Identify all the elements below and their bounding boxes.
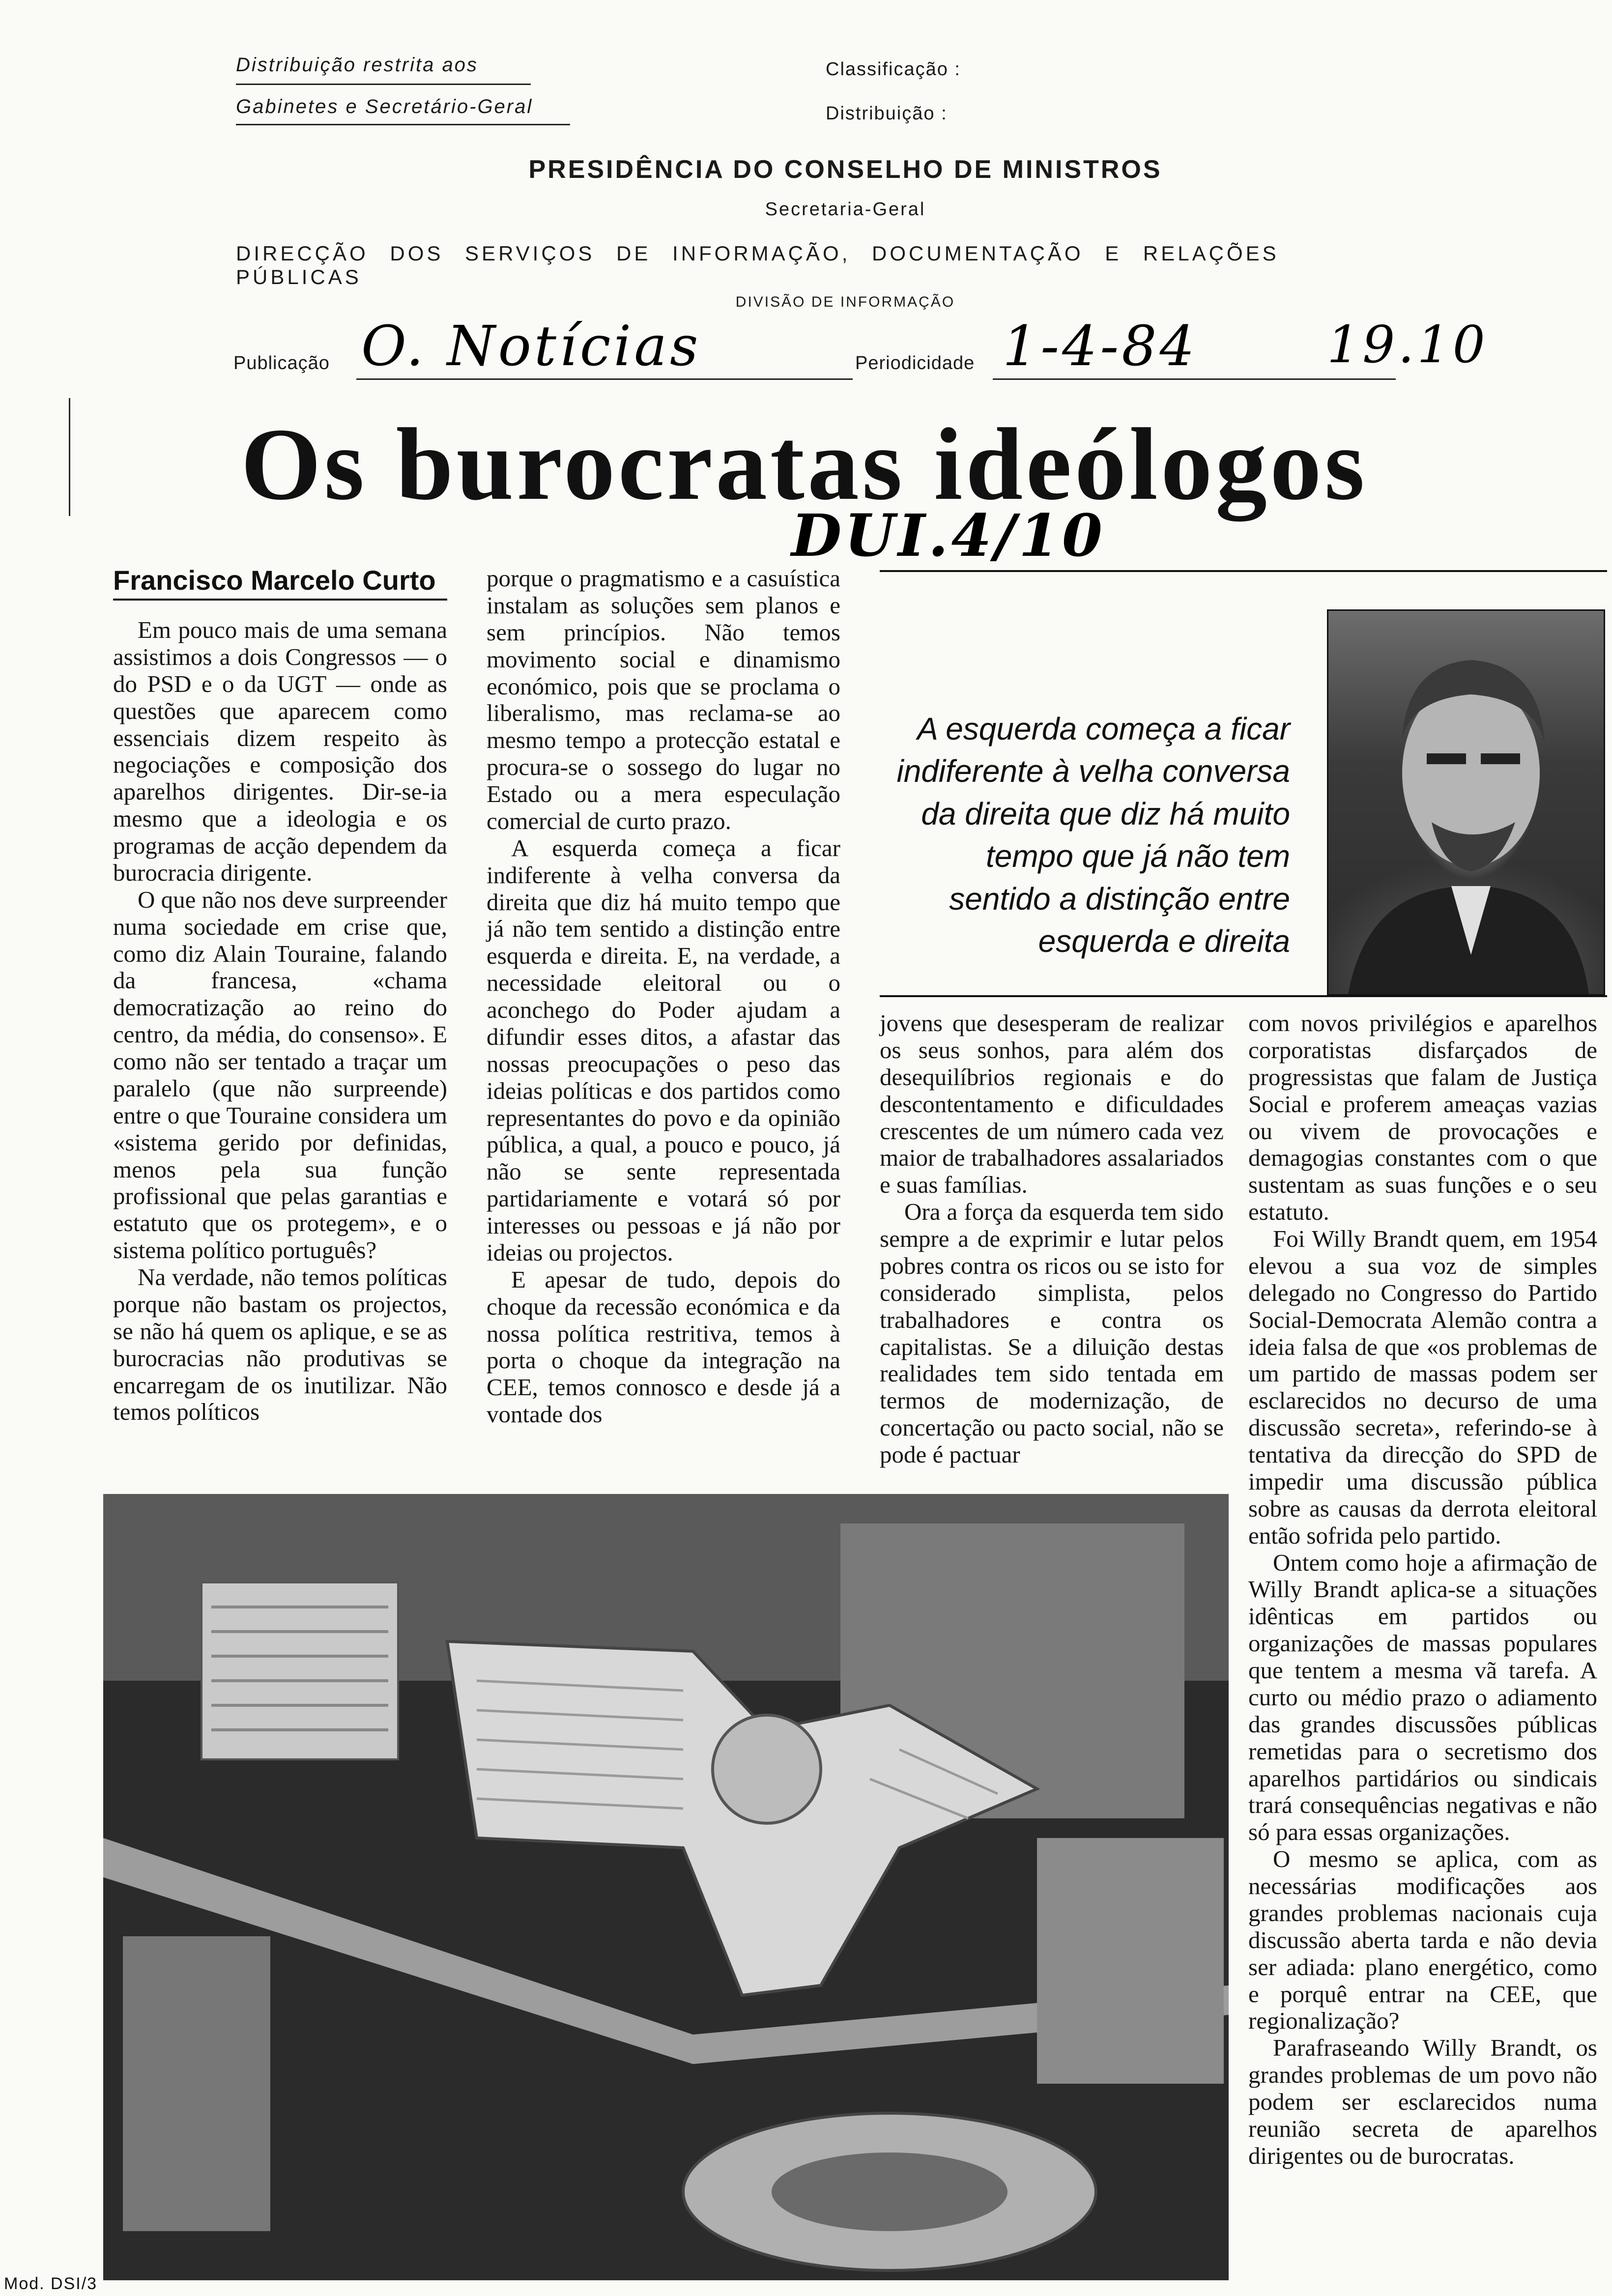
- quote-rule: [880, 995, 1607, 997]
- classification-label: Classificação :: [826, 59, 961, 80]
- portrait-illustration: [1328, 611, 1604, 994]
- aerial-photo-illustration: [103, 1494, 1229, 2280]
- article-column-4: [1248, 1010, 1597, 2170]
- aerial-building-photo: [103, 1494, 1229, 2280]
- archive-stamp-handwritten: DUI.4/10: [791, 501, 1105, 570]
- date-handwritten: 1-4-84: [1003, 315, 1198, 378]
- paragraph: Ora a força da esquerda tem sido sempre a de exprimir e lutar pelos pobres contra os ricos ou se isto for considerado simplista, pelos trabalhadores e contra os capitalistas. Se a diluição destas realidades tem sido tentada em termos de modernização, de concertação ou pacto social, não se pode é pactuar: [880, 1198, 1224, 1468]
- headline-rule: [880, 570, 1607, 572]
- form-code: Mod. DSI/3: [4, 2274, 98, 2293]
- publication-underline: [356, 378, 853, 380]
- paragraph: jovens que desesperam de realizar os seus sonhos, para além dos desequilíbrios regionais e do descontentamento e dificuldades crescentes de um número cada vez maior de trabalhadores assalariados e suas famílias.: [880, 1009, 1224, 1199]
- pull-quote-line: indiferente à velha conversa: [896, 753, 1290, 789]
- pull-quote-line: tempo que já não tem: [985, 838, 1290, 874]
- publication-label: Publicação: [233, 353, 330, 373]
- byline-rule: [113, 599, 447, 601]
- author-portrait-photo: [1327, 609, 1605, 996]
- divider: [236, 84, 531, 85]
- distribution-label: Distribuição :: [826, 103, 948, 124]
- divider: [236, 124, 570, 125]
- paragraph: O mesmo se aplica, com as necessárias modificações aos grandes problemas nacionais cuja discussão aberta tarda e não devia ser adiada: plano energético, como e porquê entrar na CEE, que regionalização?: [1248, 1845, 1597, 2035]
- author-byline: Francisco Marcelo Curto: [113, 565, 436, 596]
- division-title: DIVISÃO DE INFORMAÇÃO: [735, 294, 955, 310]
- page-handwritten: 19.10: [1327, 315, 1488, 374]
- pull-quote-line: sentido a distinção entre: [949, 881, 1290, 917]
- pull-quote-line: A esquerda começa a ficar: [917, 711, 1290, 746]
- paragraph: porque o pragmatismo e a casuística instalam as soluções sem planos e sem princípios. Não temos movimento social e dinamismo económico, pois que se proclama o liberalismo, mas reclama-se ao mesmo tempo a protecção estatal e procura-se o sossego do lugar no Estado ou a mera especulação comercial de curto prazo.: [487, 565, 840, 834]
- secretariat-title: Secretaria-Geral: [765, 199, 926, 220]
- article-column-3: [880, 1010, 1224, 1468]
- direction-title: DIRECÇÃO DOS SERVIÇOS DE INFORMAÇÃO, DOCUMENTAÇÃO E RELAÇÕES PÚBLICAS: [236, 242, 1279, 288]
- paragraph: Na verdade, não temos políticas porque não bastam os projectos, se não há quem os aplique, e se as burocracias não produtivas se encarregam de os inutilizar. Não temos políticos: [113, 1263, 447, 1426]
- paragraph: A esquerda começa a ficar indiferente à velha conversa da direita que diz há muito tempo que já não tem sentido a distinção entre esquerda e direita. E, na verdade, a necessidade eleitoral ou o aconchego do Poder ajudam a difundir esses ditos, a afastar das nossas preocupações o peso das ideias políticas e dos partidos como representantes do povo e da opinião pública, a qual, a pouco e pouco, já não se sente representada partidariamente e votará só por interesses ou pessoas e já não por ideias ou projectos.: [487, 834, 840, 1266]
- distribution-restriction-line1: Distribuição restrita aos: [236, 54, 478, 76]
- paragraph: com novos privilégios e aparelhos corporatistas disfarçados de progressistas que falam de Justiça Social e proferem ameaças vazias ou vivem de provocações e demagogias constantes com o que sustentam as suas funções e o seu estatuto.: [1248, 1009, 1597, 1226]
- distribution-restriction-line2: Gabinetes e Secretário-Geral: [236, 96, 533, 117]
- presidency-title: PRESIDÊNCIA DO CONSELHO DE MINISTROS: [528, 155, 1162, 184]
- paragraph: Em pouco mais de uma semana assistimos a dois Congressos — o do PSD e o da UGT — onde as questões que aparecem como essenciais dizem respeito às negociações e composição dos aparelhos dirigentes. Dir-se-ia mesmo que a ideologia e os programas de acção dependem da burocracia dirigente.: [113, 616, 447, 886]
- periodicity-label: Periodicidade: [855, 353, 975, 373]
- paragraph: Foi Willy Brandt quem, em 1954 elevou a sua voz de simples delegado no Congresso do Partido Social-Democrata Alemão contra a ideia falsa de que «os problemas de um partido de massas podem ser esclarecidos no decurso de uma discussão secreta», referindo-se à tentativa da direcção do SPD de impedir uma discussão pública sobre as causas da derrota eleitoral então sofrida pelo partido.: [1248, 1225, 1597, 1549]
- paragraph: O que não nos deve surpreender numa sociedade em crise que, como diz Alain Touraine, falando da francesa, «chama democratização ao reino do centro, da média, do consenso». E como não ser tentado a traçar um paralelo (que não surpreende) entre o que Touraine considera um «sistema gerido por definidas, menos pela sua função profissional que pelas garantias e estatuto que os protegem», e o sistema político português?: [113, 886, 447, 1264]
- pull-quote-line: esquerda e direita: [1038, 923, 1290, 959]
- publication-handwritten: O. Notícias: [361, 315, 701, 378]
- paragraph: Parafraseando Willy Brandt, os grandes problemas de um povo não podem ser esclarecidos numa reunião secreta de aparelhos dirigentes ou de burocratas.: [1248, 2034, 1597, 2169]
- pull-quote: [867, 708, 1290, 962]
- article-column-2: [487, 565, 840, 1428]
- headline: Os burocratas ideólogos: [241, 407, 1368, 521]
- paragraph: Ontem como hoje a afirmação de Willy Brandt aplica-se a situações idênticas em partidos ou organizações de massas populares que tentem a mesma vã tarefa. A curto ou médio prazo o adiamento das grandes discussões públicas remetidas para o secretismo dos aparelhos partidários ou sindicais trará consequências negativas e não só para essas organizações.: [1248, 1549, 1597, 1846]
- pull-quote-line: da direita que diz há muito: [921, 796, 1290, 832]
- margin-mark: [69, 398, 70, 516]
- article-column-1: [113, 617, 447, 1426]
- paragraph: E apesar de tudo, depois do choque da recessão económica e da nossa política restritiva, temos à porta o choque da integração na CEE, temos connosco e desde já a vontade dos: [487, 1265, 840, 1428]
- periodicity-underline: [993, 378, 1396, 380]
